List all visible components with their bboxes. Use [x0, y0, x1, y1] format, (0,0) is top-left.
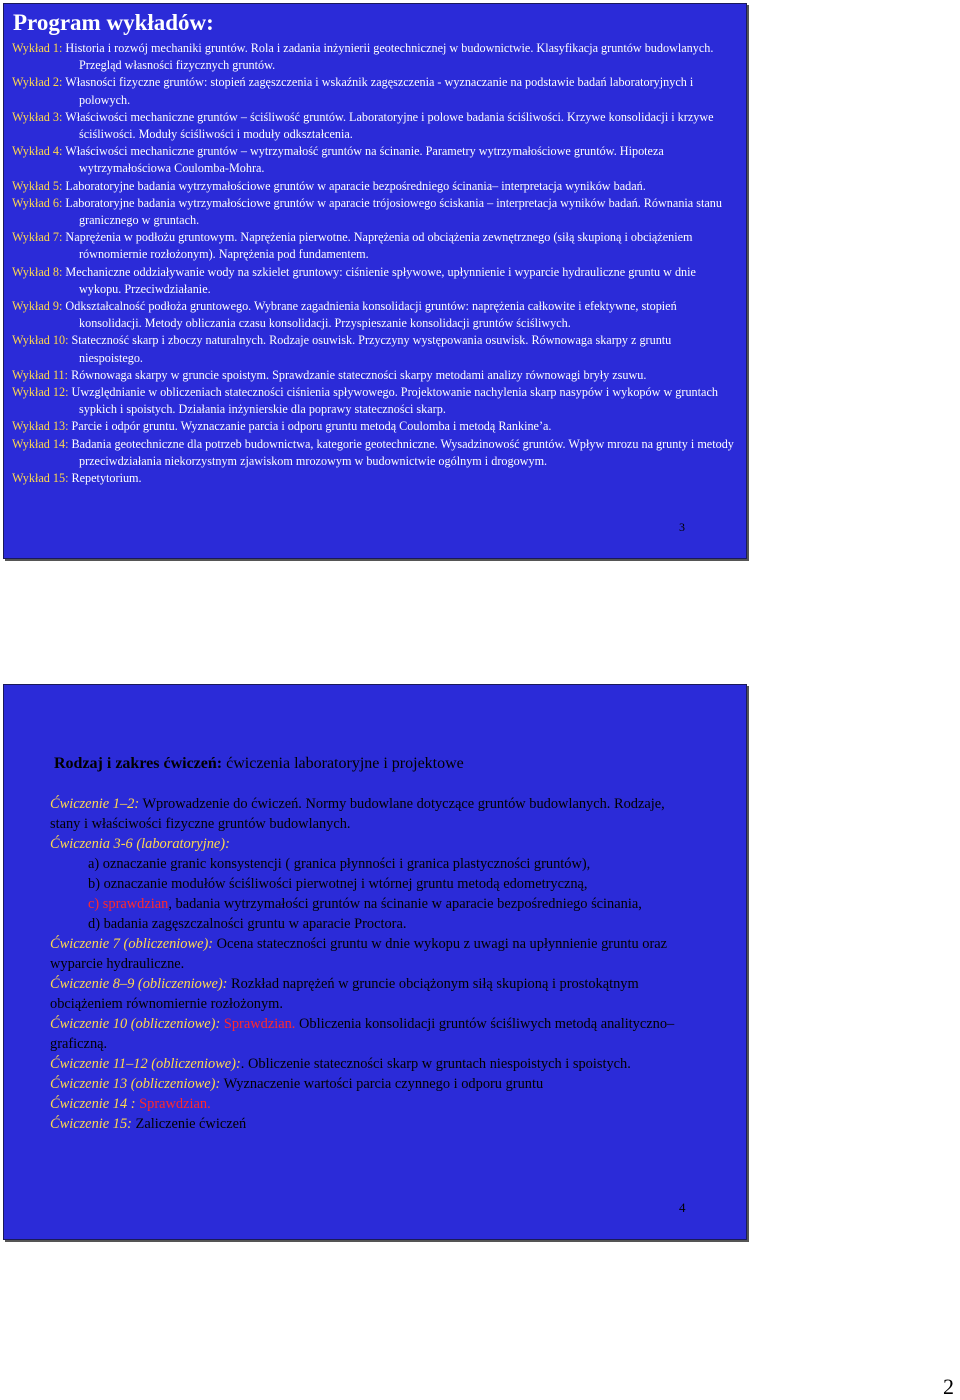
lecture-item [12, 229, 738, 263]
exercise-label: Ćwiczenie 14 : [50, 1096, 136, 1112]
lecture-text: Laboratoryjne badania wytrzymałościowe gruntów w aparacie bezpośredniego ścinania– interpretacja wyników badań. [62, 178, 646, 193]
lecture-item [12, 143, 738, 177]
exercise-label: Ćwiczenie 13 (obliczeniowe): [50, 1076, 221, 1092]
lecture-label: Wykład 13: [12, 419, 69, 434]
lecture-text: Uwzględnianie w obliczeniach stateczności ciśnienia spływowego. Projektowanie nachylenia skarp nasypów i wykopów w gruntach sypkich i spoistych. Działania inżynierskie dla poprawy stateczności skarp. [68, 385, 718, 417]
lecture-label: Wykład 12: [12, 385, 69, 400]
lecture-text: Repetytorium. [68, 471, 142, 486]
lecture-text: Historia i rozwój mechaniki gruntów. Rola i zadania inżynierii geotechnicznej w budownictwie. Klasyfikacja gruntów budowlanych. Przegląd własności fizycznych gruntów. [62, 41, 714, 73]
exercise-text: Rozkład naprężeń w gruncie obciążonym siłą skupioną i prostokątnym obciążeniem równomiernie rozłożonym. [50, 976, 639, 1012]
lecture-label: Wykład 7: [12, 230, 63, 245]
exercise-text: Obliczenia konsolidacji gruntów ściśliwych metodą analityczno–graficzną. [50, 1016, 675, 1052]
lecture-text: Parcie i odpór gruntu. Wyznaczanie parcia i odporu gruntu metodą Coulomba i metodą Rankine’a. [68, 419, 552, 434]
lecture-item [12, 332, 738, 366]
exercise-text: Zaliczenie ćwiczeń [131, 1116, 247, 1132]
exercise-subitem: b) oznaczanie modułów ściśliwości pierwotnej i wtórnej gruntu metodą edometryczną, [88, 876, 588, 892]
lecture-item [12, 109, 738, 143]
exercise-item [50, 834, 680, 854]
heading-rest: ćwiczenia laboratoryjne i projektowe [222, 755, 464, 772]
sprawdzian-highlight: Sprawdzian. [135, 1096, 211, 1112]
lecture-list [12, 40, 738, 487]
lecture-item [12, 178, 738, 195]
lecture-label: Wykład 15: [12, 471, 69, 486]
lecture-text: Mechaniczne oddziaływanie wody na szkielet gruntowy: ciśnienie spływowe, upłynnienie i wyparcie hydrauliczne gruntu w dnie wykopu. Przeciwdziałanie. [62, 264, 696, 296]
exercises-list [50, 794, 680, 1134]
lecture-item [12, 418, 738, 435]
page-number: 2 [943, 1374, 954, 1399]
lecture-text: Odkształcalność podłoża gruntowego. Wybrane zagadnienia konsolidacji gruntów: naprężenia całkowite i efektywne, stopień konsolidacji. Metody obliczania czasu konsolidacji. Przyspieszanie konsolidacji gruntów ściśliwych. [62, 299, 677, 331]
exercise-label: Ćwiczenie 7 (obliczeniowe): [50, 936, 214, 952]
lecture-item [12, 264, 738, 298]
exercise-item [50, 1074, 680, 1094]
lecture-item [12, 195, 738, 229]
lecture-label: Wykład 5: [12, 178, 63, 193]
lecture-label: Wykład 1: [12, 41, 63, 55]
exercise-item [50, 1054, 680, 1074]
exercise-label: Ćwiczenie 10 (obliczeniowe): [50, 1016, 221, 1032]
lecture-text: Stateczność skarp i zboczy naturalnych. Rodzaje osuwisk. Przyczyny występowania osuwisk. Równowaga skarpy z gruntu niespoistego. [68, 333, 672, 365]
exercise-text: Wprowadzenie do ćwiczeń. Normy budowlane dotyczące gruntów budowlanych. Rodzaje, stany i właściwości fizyczne gruntów budowlanych. [50, 796, 665, 832]
sprawdzian-highlight: c) sprawdzian [88, 896, 169, 912]
exercise-label: Ćwiczenie 15: [50, 1116, 132, 1132]
lecture-text: Właściwości mechaniczne gruntów – ściśliwość gruntów. Laboratoryjne i polowe badania ściśliwości. Krzywe konsolidacji i krzywe ściśliwości. Moduły ściśliwości i moduły odkształcenia. [62, 109, 714, 142]
exercise-text: Wyznaczenie wartości parcia czynnego i odporu gruntu [220, 1076, 544, 1092]
lecture-item [12, 367, 738, 384]
lecture-label: Wykład 4: [12, 144, 63, 159]
exercise-item [50, 794, 680, 834]
lecture-label: Wykład 8: [12, 264, 63, 279]
lecture-text: Właściwości mechaniczne gruntów – wytrzymałość gruntów na ścinanie. Parametry wytrzymałościowe gruntów. Hipoteza wytrzymałościowa Coulomba-Mohra. [62, 144, 664, 176]
slide-number: 3 [679, 520, 685, 534]
lecture-item [12, 384, 738, 418]
exercise-item [50, 1094, 680, 1114]
exercise-subitem: a) oznaczanie granic konsystencji ( granica płynności i granica plastyczności gruntów), [88, 856, 591, 872]
exercise-subitem [50, 894, 680, 914]
exercise-label: Ćwiczenia 3-6 (laboratoryjne): [50, 836, 230, 852]
lecture-label: Wykład 14: [12, 436, 69, 451]
lecture-item [12, 40, 738, 74]
slide-exercises [3, 684, 747, 1240]
exercise-label: Ćwiczenie 11–12 (obliczeniowe): [50, 1056, 241, 1072]
exercise-item [50, 934, 680, 974]
exercise-item [50, 1014, 680, 1054]
lecture-label: Wykład 9: [12, 299, 63, 314]
lecture-label: Wykład 3: [12, 109, 63, 124]
exercise-label: Ćwiczenie 8–9 (obliczeniowe): [50, 976, 228, 992]
exercise-item [50, 974, 680, 1014]
slide-number: 4 [679, 1200, 686, 1215]
lecture-label: Wykład 2: [12, 75, 63, 90]
lecture-text: Naprężenia w podłożu gruntowym. Naprężenia pierwotne. Naprężenia od obciążenia zewnętrznego (siłą skupioną i obciążeniem równomiernie rozłożonym). Naprężenia pod fundamentem. [62, 230, 693, 262]
slide-title: Program wykładów: [13, 10, 214, 35]
heading-bold: Rodzaj i zakres ćwiczeń: [54, 755, 223, 772]
lecture-item [12, 74, 738, 108]
lecture-label: Wykład 11: [12, 367, 69, 382]
lecture-item [12, 436, 738, 470]
lecture-label: Wykład 10: [12, 333, 69, 348]
lecture-label: Wykład 6: [12, 195, 63, 210]
lecture-text: Laboratoryjne badania wytrzymałościowe gruntów w aparacie trójosiowego ściskania – interpretacja wyników badań. Równania stanu granicznego w gruntach. [62, 195, 722, 228]
exercise-text: . Obliczenie stateczności skarp w gruntach niespoistych i spoistych. [240, 1056, 631, 1072]
exercises-heading [54, 753, 464, 775]
exercise-text: Ocena stateczności gruntu w dnie wykopu z uwagi na upłynnienie gruntu oraz wyparcie hydrauliczne. [50, 936, 668, 972]
subitem-text: , badania wytrzymałości gruntów na ścinanie w aparacie bezpośredniego ścinania, [168, 896, 642, 912]
slide-lecture-program [3, 3, 747, 559]
lecture-item [12, 298, 738, 332]
sprawdzian-highlight: Sprawdzian. [220, 1016, 296, 1032]
lecture-text: Badania geotechniczne dla potrzeb budownictwa, kategorie geotechniczne. Wysadzinowość gruntów. Wpływ mrozu na grunty i metody przeciwdziałania niekorzystnym zjawiskom mrozowym w budownictwie ogólnym i drogowym. [68, 436, 734, 468]
exercise-item [50, 1114, 680, 1134]
lecture-item [12, 470, 738, 487]
lecture-text: Własności fizyczne gruntów: stopień zagęszczenia i wskaźnik zagęszczenia - wyznaczanie na podstawie badań laboratoryjnych i polowych. [62, 75, 694, 107]
lecture-text: Równowaga skarpy w gruncie spoistym. Sprawdzanie stateczności skarpy metodami analizy równowagi bryły zsuwu. [68, 367, 647, 382]
exercise-subitem: d) badania zagęszczalności gruntu w aparacie Proctora. [88, 916, 407, 932]
exercise-label: Ćwiczenie 1–2: [50, 796, 140, 812]
